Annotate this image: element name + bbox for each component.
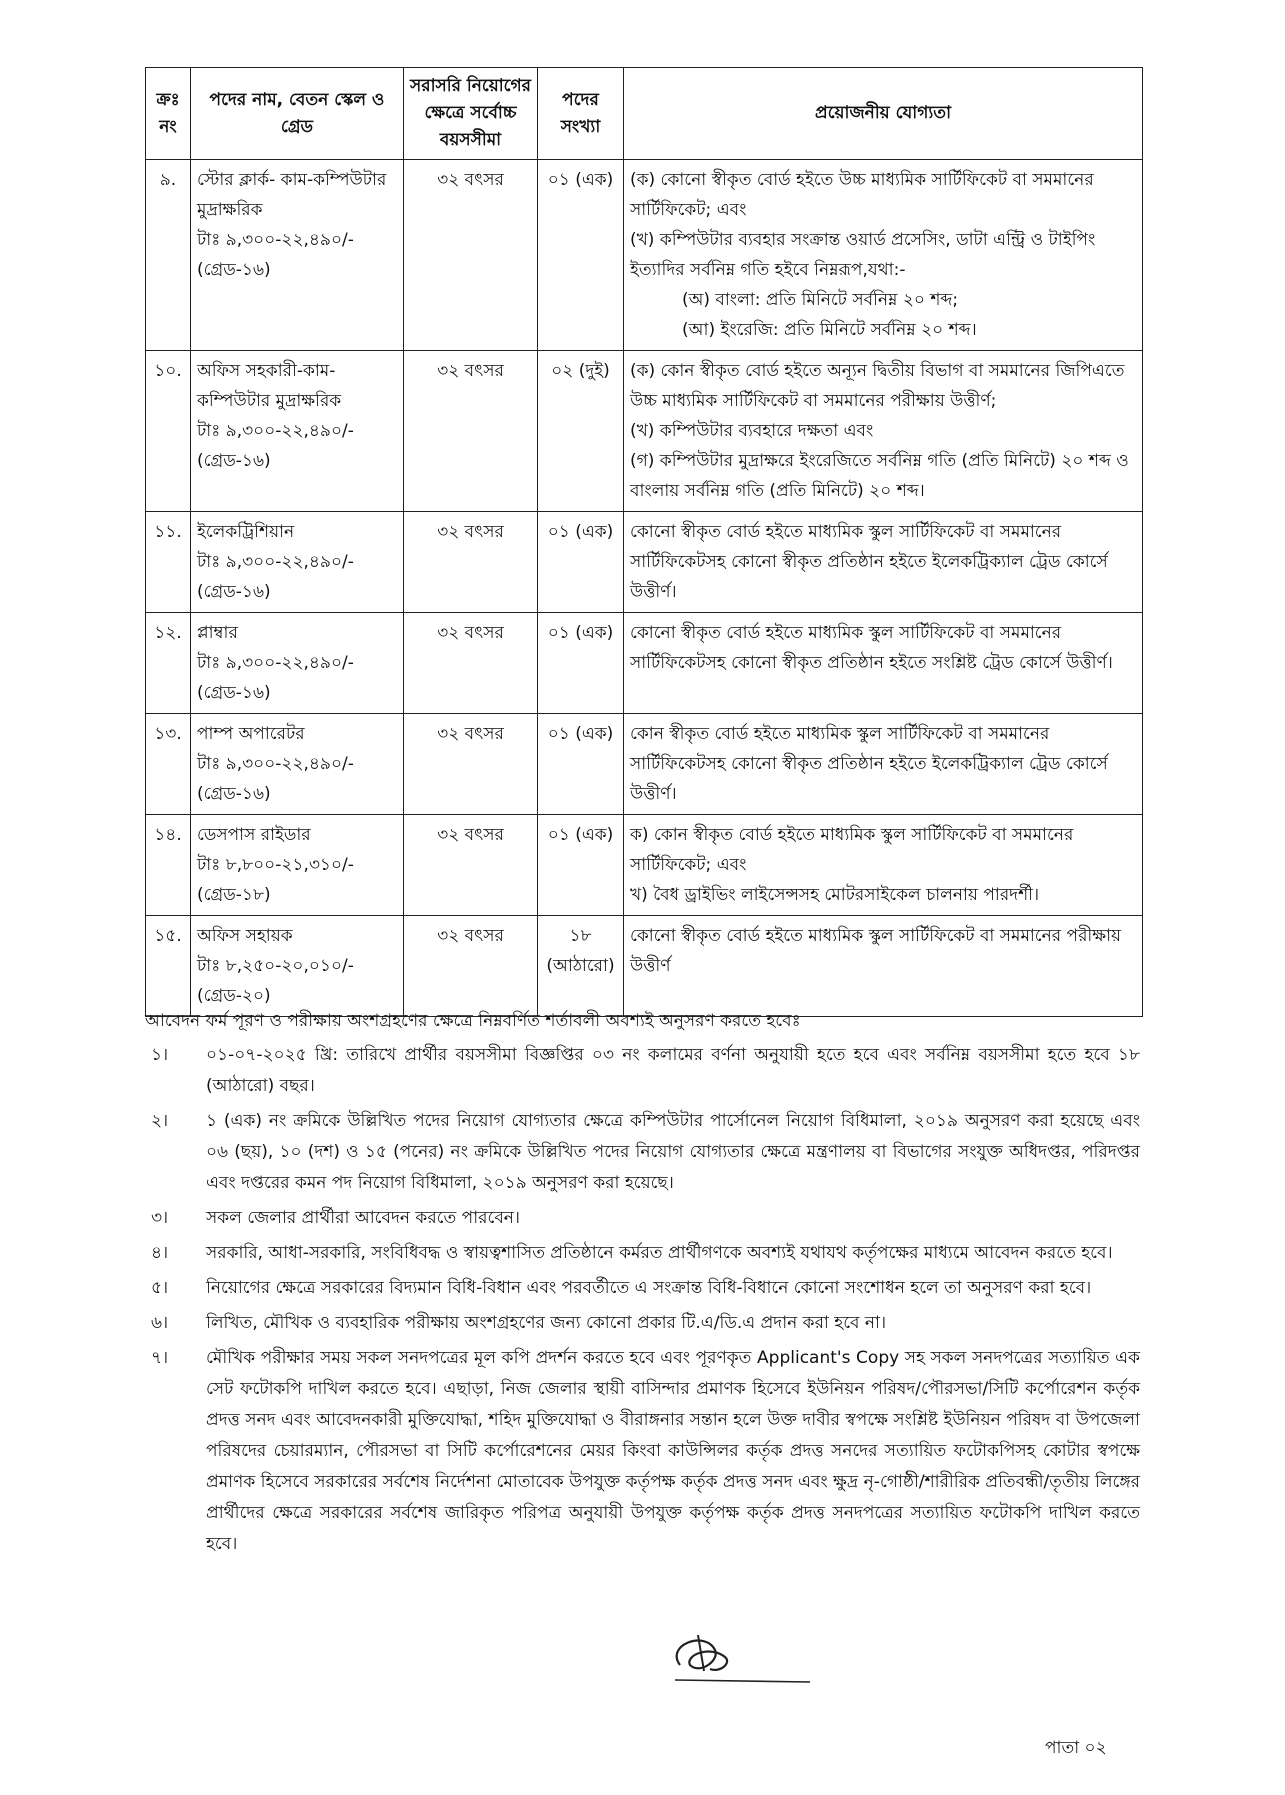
condition-item [145, 1343, 1140, 1560]
condition-number: ৫। [151, 1278, 169, 1298]
condition-number: ১। [151, 1045, 169, 1065]
row-qualification [624, 714, 1143, 815]
signature-icon [660, 1625, 820, 1695]
post-post-name: ইলেকট্রিশিয়ান [197, 522, 295, 542]
qualification-item: কোনো স্বীকৃত বোর্ড হইতে মাধ্যমিক স্কুল সার্টিফিকেট বা সমমানের সার্টিফিকেটসহ কোনো স্বীকৃত প্রতিষ্ঠান হইতে সংশ্লিষ্ট ট্রেড কোর্সে উত্তীর্ণ। [630, 623, 1113, 673]
row-age: ৩২ বৎসর [404, 351, 538, 512]
row-count: ০১ (এক) [538, 714, 624, 815]
post-post-name: স্টোর ক্লার্ক- কাম-কম্পিউটার মুদ্রাক্ষরিক [197, 170, 387, 220]
qualification-item: (গ) কম্পিউটার মুদ্রাক্ষরে ইংরেজিতে সর্বনিম্ন গতি (প্রতি মিনিটে) ২০ শব্দ ও বাংলায় সর্বনিম্ন গতি (প্রতি মিনিটে) ২০ শব্দ। [630, 451, 1129, 501]
post-scale: টাঃ ৯,৩০০-২২,৪৯০/- [197, 421, 354, 441]
condition-item [145, 1040, 1140, 1102]
table-row [146, 160, 1143, 351]
row-qualification [624, 815, 1143, 916]
qualification-item: (ক) কোন স্বীকৃত বোর্ড হইতে অন্যূন দ্বিতীয় বিভাগ বা সমমানের জিপিএতে উচ্চ মাধ্যমিক সার্টিফিকেট বা সমমানের পরীক্ষায় উত্তীর্ণ; [630, 361, 1125, 411]
row-count: ১৮ (আঠারো) [538, 916, 624, 1017]
qualification-item: ক) কোন স্বীকৃত বোর্ড হইতে মাধ্যমিক স্কুল সার্টিফিকেট বা সমমানের সার্টিফিকেট; এবং [630, 825, 1074, 875]
header-age: সরাসরি নিয়োগের ক্ষেত্রে সর্বোচ্চ বয়সসীমা [404, 68, 538, 160]
qualification-item: খ) বৈধ ড্রাইভিং লাইসেন্সসহ মোটরসাইকেল চালনায় পারদর্শী। [630, 885, 1040, 905]
row-age: ৩২ বৎসর [404, 916, 538, 1017]
row-post [191, 613, 404, 714]
condition-item [145, 1203, 1140, 1234]
row-age: ৩২ বৎসর [404, 714, 538, 815]
post-scale: টাঃ ৮,২৫০-২০,০১০/- [197, 956, 354, 976]
qualification-item: (খ) কম্পিউটার ব্যবহার সংক্রান্ত ওয়ার্ড প্রসেসিং, ডাটা এন্ট্রি ও টাইপিং ইত্যাদির সর্বনিম্ন গতি হইবে নিম্নরূপ,যথা:- [630, 230, 1096, 280]
condition-text: সকল জেলার প্রার্থীরা আবেদন করতে পারবেন। [206, 1208, 521, 1228]
condition-number: ২। [151, 1111, 169, 1131]
table-row [146, 512, 1143, 613]
post-grade: (গ্রেড-১৬) [197, 451, 271, 471]
table-row [146, 714, 1143, 815]
table-row [146, 613, 1143, 714]
condition-number: ৪। [151, 1243, 169, 1263]
row-qualification [624, 351, 1143, 512]
header-post: পদের নাম, বেতন স্কেল ও গ্রেড [191, 68, 404, 160]
row-age: ৩২ বৎসর [404, 512, 538, 613]
post-scale: টাঃ ৮,৮০০-২১,৩১০/- [197, 855, 354, 875]
row-age: ৩২ বৎসর [404, 160, 538, 351]
table-row [146, 351, 1143, 512]
post-grade: (গ্রেড-১৬) [197, 683, 271, 703]
row-serial: ১২. [146, 613, 191, 714]
row-qualification [624, 160, 1143, 351]
row-count: ০১ (এক) [538, 613, 624, 714]
post-post-name: অফিস সহায়ক [197, 926, 293, 946]
row-count: ০১ (এক) [538, 160, 624, 351]
post-post-name: প্লাম্বার [197, 623, 238, 643]
row-serial: ১১. [146, 512, 191, 613]
row-post [191, 351, 404, 512]
post-grade: (গ্রেড-১৬) [197, 260, 271, 280]
post-post-name: অফিস সহকারী-কাম-কম্পিউটার মুদ্রাক্ষরিক [197, 361, 342, 411]
row-serial: ১৫. [146, 916, 191, 1017]
qualification-item: (আ) ইংরেজি: প্রতি মিনিটে সর্বনিম্ন ২০ শব্দ। [682, 320, 977, 340]
table-row [146, 815, 1143, 916]
condition-item [145, 1273, 1140, 1304]
row-age: ৩২ বৎসর [404, 815, 538, 916]
row-serial: ১৪. [146, 815, 191, 916]
row-qualification [624, 916, 1143, 1017]
header-qualification: প্রয়োজনীয় যোগ্যতা [624, 68, 1143, 160]
post-grade: (গ্রেড-২০) [197, 986, 271, 1006]
condition-text: ১ (এক) নং ক্রমিকে উল্লিখিত পদের নিয়োগ যোগ্যতার ক্ষেত্রে কম্পিউটার পার্সোনেল নিয়োগ বিধিমালা, ২০১৯ অনুসরণ করা হয়েছে এবং ০৬ (ছয়), ১০ (দশ) ও ১৫ (পনের) নং ক্রমিকে উল্লিখিত পদের নিয়োগ যোগ্যতার ক্ষেত্রে মন্ত্রণালয় বা বিভাগের সংযুক্ত অধিদপ্তর, পরিদপ্তর এবং দপ্তরের কমন পদ নিয়োগ বিধিমালা, ২০১৯ অনুসরণ করা হয়েছে। [206, 1111, 1140, 1193]
row-qualification [624, 512, 1143, 613]
post-grade: (গ্রেড-১৮) [197, 885, 271, 905]
post-post-name: পাম্প অপারেটর [197, 724, 305, 744]
page-number: পাতা ০২ [1045, 1738, 1107, 1758]
post-scale: টাঃ ৯,৩০০-২২,৪৯০/- [197, 552, 354, 572]
row-post [191, 815, 404, 916]
row-serial: ১০. [146, 351, 191, 512]
row-count: ০১ (এক) [538, 815, 624, 916]
condition-item [145, 1238, 1140, 1269]
condition-number: ৩। [151, 1208, 169, 1228]
condition-text: মৌখিক পরীক্ষার সময় সকল সনদপত্রের মূল কপি প্রদর্শন করতে হবে এবং পূরণকৃত Applicant's Copy সহ সকল সনদপত্রের সত্যায়িত এক সেট ফটোকপি দাখিল করতে হবে। এছাড়া, নিজ জেলার স্থায়ী বাসিন্দার প্রমাণক হিসেবে ইউনিয়ন পরিষদ/পৌরসভা/সিটি কর্পোরেশন কর্তৃক প্রদত্ত সনদ এবং আবেদনকারী মুক্তিযোদ্ধা, শহিদ মুক্তিযোদ্ধা ও বীরাঙ্গনার সন্তান হলে উক্ত দাবীর স্বপক্ষে সংশ্লিষ্ট ইউনিয়ন পরিষদ বা উপজেলা পরিষদের চেয়ারম্যান, পৌরসভা বা সিটি কর্পোরেশনের মেয়র কিংবা কাউন্সিলর কর্তৃক প্রদত্ত সনদের সত্যায়িত ফটোকপিসহ কোটার স্বপক্ষে প্রমাণক হিসেবে সরকারের সর্বশেষ নির্দেশনা মোতাবেক উপযুক্ত কর্তৃপক্ষ কর্তৃক প্রদত্ত সনদ এবং ক্ষুদ্র নৃ-গোষ্ঠী/শারীরিক প্রতিবন্ধী/তৃতীয় লিঙ্গের প্রার্থীদের ক্ষেত্রে সরকারের সর্বশেষ জারিকৃত পরিপত্র অনুযায়ী উপযুক্ত কর্তৃপক্ষ কর্তৃক প্রদত্ত সনদপত্রের সত্যায়িত ফটোকপি দাখিল করতে হবে। [206, 1348, 1140, 1554]
post-grade: (গ্রেড-১৬) [197, 582, 271, 602]
qualification-item: কোনো স্বীকৃত বোর্ড হইতে মাধ্যমিক স্কুল সার্টিফিকেট বা সমমানের পরীক্ষায় উত্তীর্ণ [630, 926, 1122, 976]
row-post [191, 512, 404, 613]
post-grade: (গ্রেড-১৬) [197, 784, 271, 804]
condition-number: ৭। [151, 1348, 169, 1368]
row-age: ৩২ বৎসর [404, 613, 538, 714]
condition-text: ০১-০৭-২০২৫ খ্রি: তারিখে প্রার্থীর বয়সসীমা বিজ্ঞপ্তির ০৩ নং কলামের বর্ণনা অনুযায়ী হতে হবে এবং সর্বনিম্ন বয়সসীমা হতে হবে ১৮ (আঠারো) বছর। [206, 1045, 1140, 1096]
row-serial: ১৩. [146, 714, 191, 815]
qualification-item: কোন স্বীকৃত বোর্ড হইতে মাধ্যমিক স্কুল সার্টিফিকেট বা সমমানের সার্টিফিকেটসহ কোনো স্বীকৃত প্রতিষ্ঠান হইতে ইলেকট্রিক্যাল ট্রেড কোর্সে উত্তীর্ণ। [630, 724, 1108, 804]
condition-item [145, 1308, 1140, 1339]
conditions-list [145, 1040, 1140, 1564]
header-serial: ক্রঃ নং [146, 68, 191, 160]
condition-text: সরকারি, আধা-সরকারি, সংবিধিবদ্ধ ও স্বায়ত্বশাসিত প্রতিষ্ঠানে কর্মরত প্রার্থীগণকে অবশ্যই যথাযথ কর্তৃপক্ষের মাধ্যমে আবেদন করতে হবে। [206, 1243, 1113, 1263]
row-count: ০২ (দুই) [538, 351, 624, 512]
post-scale: টাঃ ৯,৩০০-২২,৪৯০/- [197, 754, 354, 774]
row-post [191, 916, 404, 1017]
row-count: ০১ (এক) [538, 512, 624, 613]
qualification-item: (খ) কম্পিউটার ব্যবহারে দক্ষতা এবং [630, 421, 874, 441]
row-qualification [624, 613, 1143, 714]
post-post-name: ডেসপাস রাইডার [197, 825, 311, 845]
condition-item [145, 1106, 1140, 1199]
posts-table [145, 67, 1143, 1017]
row-post [191, 714, 404, 815]
qualification-item: (অ) বাংলা: প্রতি মিনিটে সর্বনিম্ন ২০ শব্দ; [682, 290, 959, 310]
post-scale: টাঃ ৯,৩০০-২২,৪৯০/- [197, 230, 354, 250]
header-count: পদের সংখ্যা [538, 68, 624, 160]
qualification-item: কোনো স্বীকৃত বোর্ড হইতে মাধ্যমিক স্কুল সার্টিফিকেট বা সমমানের সার্টিফিকেটসহ কোনো স্বীকৃত প্রতিষ্ঠান হইতে ইলেকট্রিক্যাল ট্রেড কোর্সে উত্তীর্ণ। [630, 522, 1108, 602]
condition-text: লিখিত, মৌখিক ও ব্যবহারিক পরীক্ষায় অংশগ্রহণের জন্য কোনো প্রকার টি.এ/ডি.এ প্রদান করা হবে না। [206, 1313, 887, 1333]
post-scale: টাঃ ৯,৩০০-২২,৪৯০/- [197, 653, 354, 673]
qualification-item: (ক) কোনো স্বীকৃত বোর্ড হইতে উচ্চ মাধ্যমিক সার্টিফিকেট বা সমমানের সার্টিফিকেট; এবং [630, 170, 1094, 220]
condition-text: নিয়োগের ক্ষেত্রে সরকারের বিদ্যমান বিধি-বিধান এবং পরবর্তীতে এ সংক্রান্ত বিধি-বিধানে কোনো সংশোধন হলে তা অনুসরণ করা হবে। [206, 1278, 1092, 1298]
row-serial: ৯. [146, 160, 191, 351]
conditions-intro: আবেদন ফর্ম পূরণ ও পরীক্ষায় অংশগ্রহণের ক্ষেত্রে নিম্নবর্ণিত শর্তাবলী অবশ্যই অনুসরণ করতে হবেঃ [145, 1011, 801, 1031]
row-post [191, 160, 404, 351]
table-header-row [146, 68, 1143, 160]
condition-number: ৬। [151, 1313, 169, 1333]
table-row [146, 916, 1143, 1017]
